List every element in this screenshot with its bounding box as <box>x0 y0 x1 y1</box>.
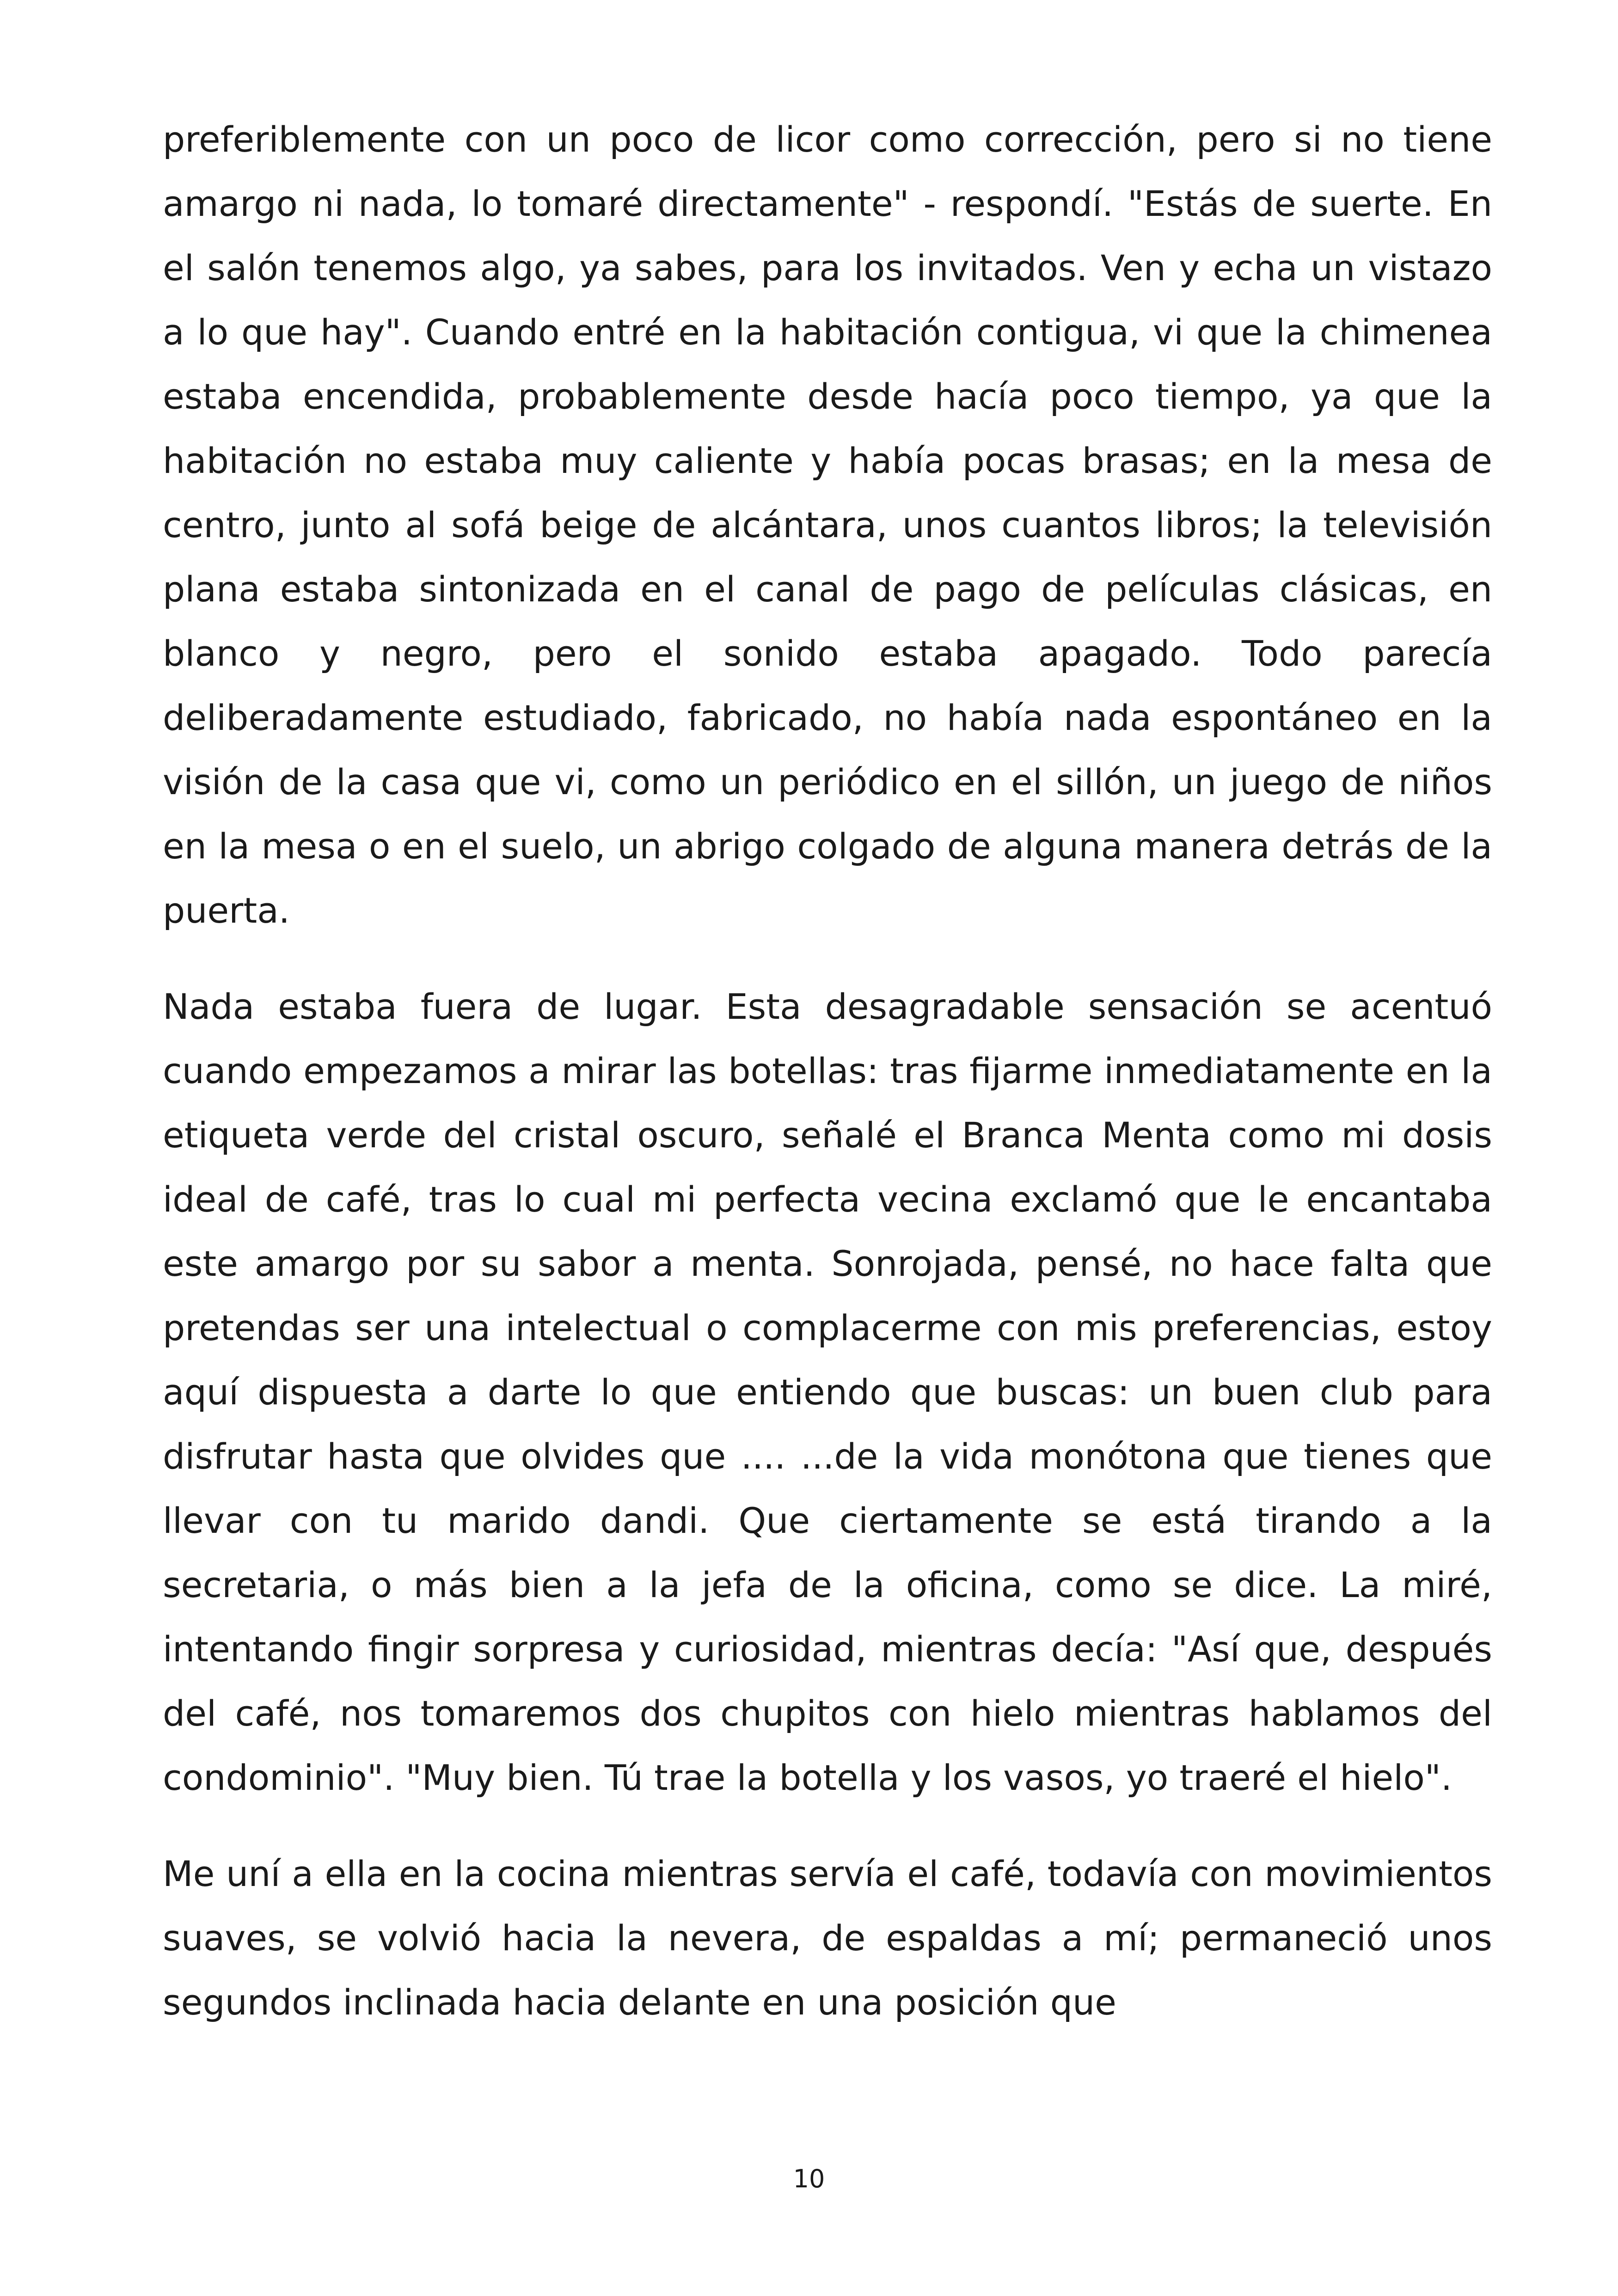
paragraph: Nada estaba fuera de lugar. Esta desagradable sensación se acentuó cuando empezamos a mirar las botellas: tras fijarme inmediatamente en la etiqueta verde del cristal oscuro, señalé el Branca Menta como mi dosis ideal de café, tras lo cual mi perfecta vecina exclamó que le encantaba este amargo por su sabor a menta. Sonrojada, pensé, no hace falta que pretendas ser una intelectual o complacerme con mis preferencias, estoy aquí dispuesta a darte lo que entiendo que buscas: un buen club para disfrutar hasta que olvides que .... ...de la vida monótona que tienes que llevar con tu marido dandi. Que ciertamente se está tirando a la secretaria, o más bien a la jefa de la oficina, como se dice. La miré, intentando fingir sorpresa y curiosidad, mientras decía: "Así que, después del café, nos tomaremos dos chupitos con hielo mientras hablamos del condominio". "Muy bien. Tú trae la botella y los vasos, yo traeré el hielo". <box>163 986 1492 1798</box>
paragraph: preferiblemente con un poco de licor como corrección, pero si no tiene amargo ni nada, lo tomaré directamente" - respondí. "Estás de suerte. En el salón tenemos algo, ya sabes, para los invitados. Ven y echa un vistazo a lo que hay". Cuando entré en la habitación contigua, vi que la chimenea estaba encendida, probablemente desde hacía poco tiempo, ya que la habitación no estaba muy caliente y había pocas brasas; en la mesa de centro, junto al sofá beige de alcántara, unos cuantos libros; la televisión plana estaba sintonizada en el canal de pago de películas clásicas, en blanco y negro, pero el sonido estaba apagado. Todo parecía deliberadamente estudiado, fabricado, no había nada espontáneo en la visión de la casa que vi, como un periódico en el sillón, un juego de niños en la mesa o en el suelo, un abrigo colgado de alguna manera detrás de la puerta. <box>163 119 1492 931</box>
page-number: 10 <box>793 2164 825 2193</box>
paragraph: Me uní a ella en la cocina mientras servía el café, todavía con movimientos suaves, se volvió hacia la nevera, de espaldas a mí; permaneció unos segundos inclinada hacia delante en una posición que <box>163 1853 1492 2023</box>
body-text <box>163 107 1492 2034</box>
